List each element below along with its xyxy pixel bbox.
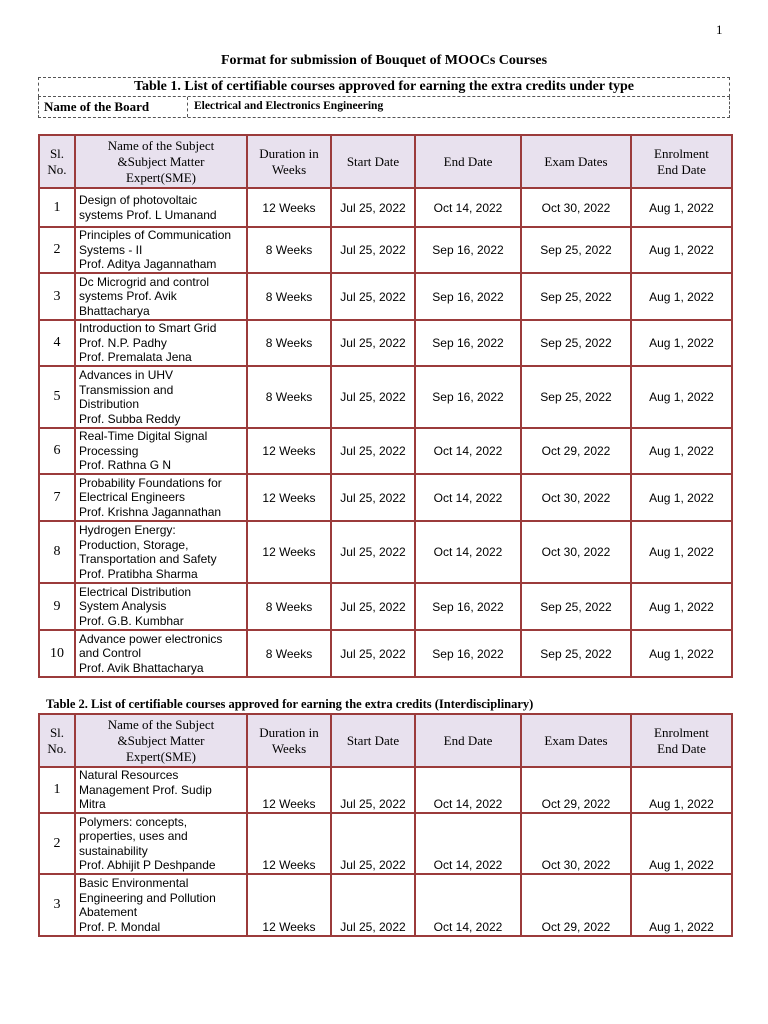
course-name-line: Engineering and Pollution (79, 890, 216, 905)
exam-date: Sep 25, 2022 (521, 227, 631, 273)
start-date: Jul 25, 2022 (331, 366, 415, 428)
course-name-line: Management Prof. Sudip (79, 782, 212, 797)
course-name-line: Transmission and (79, 382, 174, 397)
end-date: Sep 16, 2022 (415, 320, 521, 366)
table1-row (39, 428, 732, 474)
end-date: Sep 16, 2022 (415, 583, 521, 630)
header-sl: Sl. No. (39, 714, 75, 767)
duration-weeks: 8 Weeks (247, 273, 331, 320)
course-name-line: Prof. Aditya Jagannatham (79, 257, 217, 272)
start-date: Jul 25, 2022 (331, 188, 415, 227)
course-name-line: Natural Resources (79, 768, 179, 783)
exam-date: Sep 25, 2022 (521, 320, 631, 366)
board-value: Electrical and Electronics Engineering (194, 100, 384, 112)
enrolment-end-date: Aug 1, 2022 (631, 474, 732, 521)
table1-row (39, 366, 732, 428)
course-name-line: sustainability (79, 843, 148, 858)
course-name-line: Abatement (79, 905, 138, 919)
duration-weeks: 8 Weeks (247, 227, 331, 273)
end-date: Sep 16, 2022 (415, 630, 521, 677)
start-date: Jul 25, 2022 (331, 521, 415, 583)
course-name-line: Hydrogen Energy: (79, 523, 176, 537)
end-date: Oct 14, 2022 (415, 813, 521, 874)
course-name-line: Prof. Abhijit P Deshpande (79, 858, 216, 872)
board-row (38, 97, 730, 118)
course-name-sme (75, 273, 247, 320)
course-name-sme (75, 583, 247, 630)
serial-number: 2 (39, 227, 75, 273)
course-name-line: Systems - II (79, 242, 143, 257)
duration-weeks: 12 Weeks (247, 188, 331, 227)
course-name-sme (75, 630, 247, 677)
end-date: Oct 14, 2022 (415, 521, 521, 583)
course-name-line: and Control (79, 646, 142, 661)
duration-weeks: 12 Weeks (247, 874, 331, 936)
start-date: Jul 25, 2022 (331, 320, 415, 366)
header-name: Name of the Subject &Subject Matter Expert(SME) (75, 714, 247, 767)
table1-row (39, 474, 732, 521)
header-duration: Duration in Weeks (247, 135, 331, 188)
start-date: Jul 25, 2022 (331, 813, 415, 874)
serial-number: 4 (39, 320, 75, 366)
enrolment-end-date: Aug 1, 2022 (631, 188, 732, 227)
start-date: Jul 25, 2022 (331, 273, 415, 320)
table2-row (39, 874, 732, 936)
start-date: Jul 25, 2022 (331, 767, 415, 813)
header-sl: Sl. No. (39, 135, 75, 188)
enrolment-end-date: Aug 1, 2022 (631, 273, 732, 320)
exam-date: Oct 30, 2022 (521, 521, 631, 583)
board-label: Name of the Board (39, 97, 188, 117)
duration-weeks: 12 Weeks (247, 474, 331, 521)
duration-weeks: 8 Weeks (247, 630, 331, 677)
course-name-line: systems Prof. L Umanand (79, 207, 217, 222)
exam-date: Oct 30, 2022 (521, 474, 631, 521)
course-name-line: Advances in UHV (79, 368, 174, 382)
duration-weeks: 8 Weeks (247, 366, 331, 428)
end-date: Oct 14, 2022 (415, 428, 521, 474)
enrolment-end-date: Aug 1, 2022 (631, 227, 732, 273)
course-name-line: Transportation and Safety (79, 552, 217, 566)
course-name-line: Probability Foundations for (79, 475, 222, 490)
course-name-line: systems Prof. Avik (79, 289, 177, 304)
enrolment-end-date: Aug 1, 2022 (631, 583, 732, 630)
start-date: Jul 25, 2022 (331, 583, 415, 630)
enrolment-end-date: Aug 1, 2022 (631, 521, 732, 583)
course-name-sme (75, 521, 247, 583)
end-date: Sep 16, 2022 (415, 273, 521, 320)
table1-row (39, 273, 732, 320)
exam-date: Oct 29, 2022 (521, 428, 631, 474)
course-name-line: Introduction to Smart Grid (79, 321, 217, 336)
course-name-sme (75, 227, 247, 273)
end-date: Sep 16, 2022 (415, 227, 521, 273)
end-date: Oct 14, 2022 (415, 874, 521, 936)
header-exam: Exam Dates (521, 714, 631, 767)
course-name-line: Principles of Communication (79, 228, 232, 243)
course-name-line: Processing (79, 443, 139, 458)
course-name-line: Real-Time Digital Signal (79, 429, 208, 444)
serial-number: 9 (39, 583, 75, 630)
exam-date: Oct 29, 2022 (521, 874, 631, 936)
table1-row (39, 320, 732, 366)
serial-number: 3 (39, 273, 75, 320)
end-date: Oct 14, 2022 (415, 188, 521, 227)
exam-date: Sep 25, 2022 (521, 273, 631, 320)
header-start: Start Date (331, 714, 415, 767)
table1 (38, 134, 733, 678)
enrolment-end-date: Aug 1, 2022 (631, 874, 732, 936)
enrolment-end-date: Aug 1, 2022 (631, 320, 732, 366)
course-name-line: Prof. Premalata Jena (79, 350, 192, 365)
header-end: End Date (415, 714, 521, 767)
serial-number: 2 (39, 813, 75, 874)
course-name-line: Prof. G.B. Kumbhar (79, 613, 184, 628)
course-name-line: Bhattacharya (79, 303, 150, 318)
course-name-line: System Analysis (79, 599, 167, 614)
enrolment-end-date: Aug 1, 2022 (631, 813, 732, 874)
course-name-line: properties, uses and (79, 829, 188, 843)
course-name-line: Distribution (79, 397, 140, 411)
serial-number: 7 (39, 474, 75, 521)
course-name-line: Prof. Rathna G N (79, 458, 172, 473)
table2-row (39, 767, 732, 813)
course-name-line: Electrical Distribution (79, 584, 192, 599)
course-name-sme (75, 188, 247, 227)
exam-date: Sep 25, 2022 (521, 366, 631, 428)
exam-date: Oct 30, 2022 (521, 813, 631, 874)
duration-weeks: 12 Weeks (247, 521, 331, 583)
end-date: Oct 14, 2022 (415, 474, 521, 521)
enrolment-end-date: Aug 1, 2022 (631, 366, 732, 428)
header-end: End Date (415, 135, 521, 188)
exam-date: Sep 25, 2022 (521, 630, 631, 677)
course-name-line: Electrical Engineers (79, 490, 186, 505)
course-name-line: Polymers: concepts, (79, 814, 188, 829)
course-name-line: Prof. N.P. Padhy (79, 335, 167, 350)
table1-row (39, 227, 732, 273)
header-enrol: Enrolment End Date (631, 714, 732, 767)
duration-weeks: 8 Weeks (247, 583, 331, 630)
duration-weeks: 12 Weeks (247, 813, 331, 874)
serial-number: 3 (39, 874, 75, 936)
course-name-line: Design of photovoltaic (79, 193, 198, 207)
table2-row (39, 813, 732, 874)
table1-row (39, 188, 732, 227)
course-name-sme (75, 767, 247, 813)
course-name-sme (75, 813, 247, 874)
start-date: Jul 25, 2022 (331, 428, 415, 474)
duration-weeks: 12 Weeks (247, 767, 331, 813)
duration-weeks: 8 Weeks (247, 320, 331, 366)
course-name-line: Prof. Subba Reddy (79, 411, 181, 426)
header-start: Start Date (331, 135, 415, 188)
table1-header (39, 135, 732, 188)
end-date: Oct 14, 2022 (415, 767, 521, 813)
header-duration: Duration in Weeks (247, 714, 331, 767)
serial-number: 8 (39, 521, 75, 583)
table2-caption: Table 2. List of certifiable courses approved for earning the extra credits (Interdisciplinary) (46, 697, 534, 711)
start-date: Jul 25, 2022 (331, 227, 415, 273)
duration-weeks: 12 Weeks (247, 428, 331, 474)
header-name: Name of the Subject &Subject Matter Expert(SME) (75, 135, 247, 188)
serial-number: 1 (39, 767, 75, 813)
exam-date: Oct 30, 2022 (521, 188, 631, 227)
table2-header (39, 714, 732, 767)
course-name-line: Dc Microgrid and control (79, 274, 210, 289)
course-name-line: Prof. Pratibha Sharma (79, 566, 198, 581)
header-enrol: Enrolment End Date (631, 135, 732, 188)
serial-number: 5 (39, 366, 75, 428)
course-name-line: Prof. Avik Bhattacharya (79, 660, 204, 675)
table1-row (39, 630, 732, 677)
header-exam: Exam Dates (521, 135, 631, 188)
end-date: Sep 16, 2022 (415, 366, 521, 428)
table1-row (39, 521, 732, 583)
course-name-sme (75, 366, 247, 428)
start-date: Jul 25, 2022 (331, 474, 415, 521)
course-name-line: Prof. P. Mondal (79, 919, 161, 934)
page-number: 1 (716, 22, 723, 37)
course-name-line: Mitra (79, 797, 106, 812)
exam-date: Sep 25, 2022 (521, 583, 631, 630)
course-name-line: Production, Storage, (79, 537, 189, 552)
course-name-line: Advance power electronics (79, 631, 223, 646)
table2 (38, 713, 733, 937)
course-name-line: Prof. Krishna Jagannathan (79, 504, 222, 519)
enrolment-end-date: Aug 1, 2022 (631, 630, 732, 677)
start-date: Jul 25, 2022 (331, 874, 415, 936)
course-name-line: Basic Environmental (79, 876, 189, 890)
course-name-sme (75, 874, 247, 936)
enrolment-end-date: Aug 1, 2022 (631, 428, 732, 474)
document-title: Format for submission of Bouquet of MOOCs Courses (220, 53, 548, 68)
course-name-sme (75, 428, 247, 474)
serial-number: 1 (39, 188, 75, 227)
exam-date: Oct 29, 2022 (521, 767, 631, 813)
table1-caption: Table 1. List of certifiable courses approved for earning the extra credits under type (38, 77, 730, 97)
table1-row (39, 583, 732, 630)
serial-number: 10 (39, 630, 75, 677)
enrolment-end-date: Aug 1, 2022 (631, 767, 732, 813)
course-name-sme (75, 474, 247, 521)
course-name-sme (75, 320, 247, 366)
start-date: Jul 25, 2022 (331, 630, 415, 677)
serial-number: 6 (39, 428, 75, 474)
